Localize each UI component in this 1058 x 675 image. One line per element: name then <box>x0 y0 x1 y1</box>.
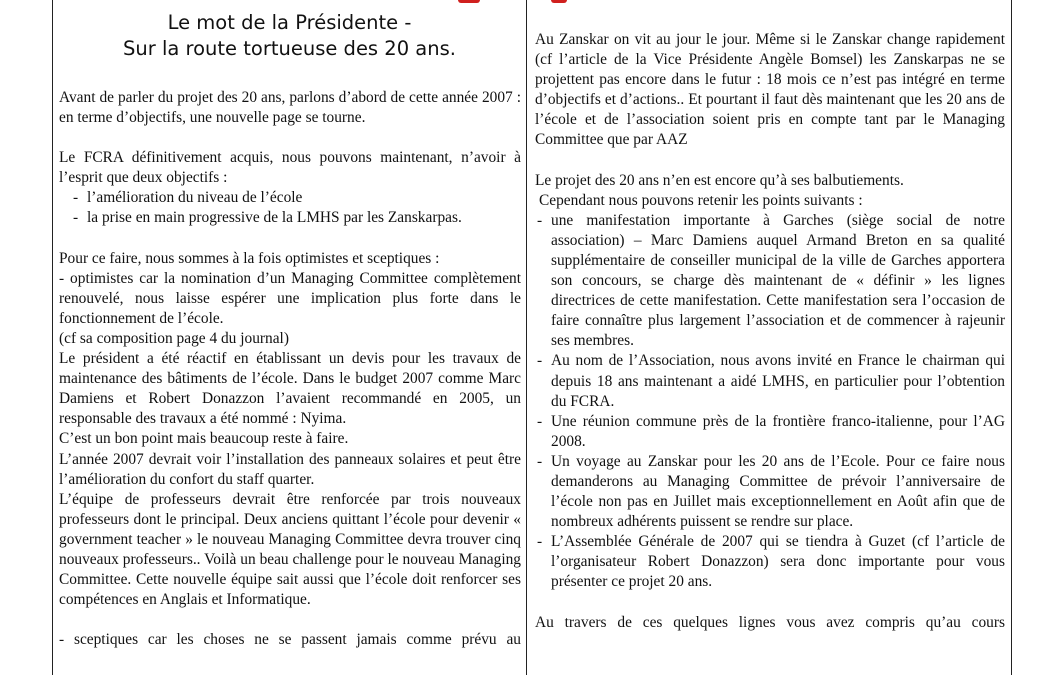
right-column <box>527 0 1012 675</box>
right-article-body <box>535 30 1005 653</box>
list-item: - Un voyage au Zanskar pour les 20 ans de l’Ecole. Pour ce faire nous demanderons au Managing Committee de prévoir l’anniversaire de l’école non pas en Juillet mais exceptionnellement en Août afin que de nombreux adhérents puissent se rendre sur place. <box>535 452 1005 532</box>
paragraph: Avant de parler du projet des 20 ans, parlons d’abord de cette année 2007 : en terme d’objectifs, une nouvelle page se tourne. <box>59 89 521 127</box>
objectives-list <box>59 188 521 228</box>
list-item: - une manifestation importante à Garches (siège social de notre association) – Marc Damiens auquel Armand Breton en sa qualité supplémentaire de conseiller municipal de la ville de Garches apportera son concours, se charge dès maintenant de « définir » les lignes directrices de cette manifestation. Cette manifestation sera l’occasion de faire connaître plus largement l’association et de commencer à rajeunir ses membres. <box>535 211 1005 352</box>
list-item: - L’Assemblée Générale de 2007 qui se tiendra à Guzet (cf l’article de l’organisateur Robert Donazzon) sera donc importante pour vous présenter ce projet 20 ans. <box>535 532 1005 592</box>
paragraph: Au Zanskar on vit au jour le jour. Même si le Zanskar change rapidement (cf l’article de la Vice Présidente Angèle Bomsel) les Zanskarpas ne se projettent pas encore dans le futur : 18 mois ce n’est pas intégré en terme d’objectifs et d’actions.. Et pourtant il faut dès maintenant que les 20 ans de l’école et de l’association soient pris en compte tant par le Managing Committee que par AAZ <box>535 31 1005 149</box>
paragraph: Le FCRA définitivement acquis, nous pouvons maintenant, n’avoir à l’esprit que deux objectifs : <box>59 149 521 187</box>
title-line-1: Le mot de la Présidente - <box>167 11 412 34</box>
paragraph: (cf sa composition page 4 du journal) <box>59 329 289 347</box>
page-title <box>53 10 526 62</box>
list-item: - Au nom de l’Association, nous avons invité en France le chairman qui depuis 18 ans maintenant a aidé LMHS, en particulier pour l’obtention du FCRA. <box>535 351 1005 411</box>
paragraph: Au travers de ces quelques lignes vous avez compris qu’au cours <box>535 613 1005 631</box>
paragraph: Le président a été réactif en établissant un devis pour les travaux de maintenance des bâtiments de l’école. Dans le budget 2007 comme Marc Damiens et Robert Donazzon l’avaient recommandé en 2005, un responsable des travaux a été nommé : Nyima. <box>59 350 521 428</box>
paragraph: Le projet des 20 ans n’en est encore qu’à ses balbutiements. <box>535 171 904 189</box>
list-item: - l’amélioration du niveau de l’école <box>59 188 521 208</box>
title-line-2: Sur la route tortueuse des 20 ans. <box>123 37 456 60</box>
left-column <box>52 0 527 675</box>
list-item: - la prise en main progressive de la LMHS par les Zanskarpas. <box>59 208 521 228</box>
paragraph: - optimistes car la nomination d’un Managing Committee complètement renouvelé, nous laisse espérer une implication plus forte dans le fonctionnement de l’école. <box>59 269 521 327</box>
left-article-body <box>59 88 521 670</box>
paragraph: L’équipe de professeurs devrait être renforcée par trois nouveaux professeurs dont le principal. Deux anciens quittant l’école pour devenir « government teacher » le nouveau Managing Committee devra trouver cinq nouveaux professeurs.. Voilà un beau challenge pour le nouveau Managing Committee. Cette nouvelle équipe sait aussi que l’école doit renforcer ses compétences en Anglais et Informatique. <box>59 490 521 609</box>
paragraph: C’est un bon point mais beaucoup reste à faire. <box>59 430 349 448</box>
paragraph: - sceptiques car les choses ne se passent jamais comme prévu au <box>59 631 521 649</box>
list-item: - Une réunion commune près de la frontière franco-italienne, pour l’AG 2008. <box>535 412 1005 452</box>
project-points-list <box>535 211 1005 593</box>
paragraph: Pour ce faire, nous sommes à la fois optimistes et sceptiques : <box>59 249 440 267</box>
paragraph: Cependant nous pouvons retenir les points suivants : <box>539 191 863 209</box>
paragraph: L’année 2007 devrait voir l’installation des panneaux solaires et peut être l’amélioration du confort du staff quarter. <box>59 450 521 488</box>
